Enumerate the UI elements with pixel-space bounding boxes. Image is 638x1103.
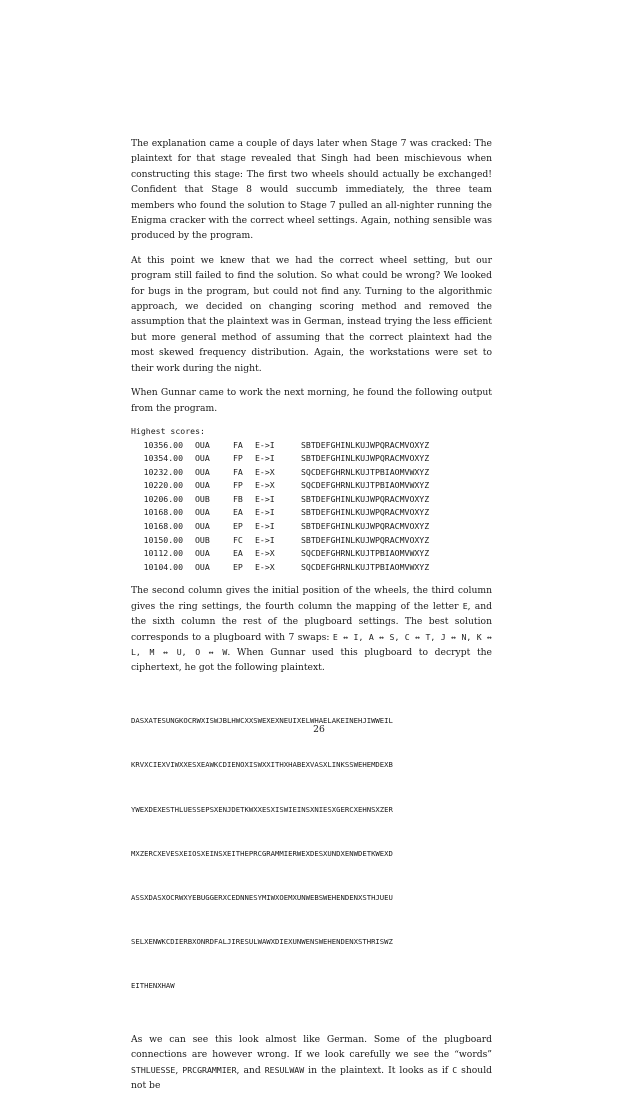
wheel-position: OUA <box>195 548 210 559</box>
paragraph-final <box>131 1032 492 1094</box>
plaintext-block <box>131 685 492 1023</box>
score-row <box>131 479 492 493</box>
plugboard-setting: SBTDEFGHINLKUJWPQRACMVOXYZ <box>301 534 430 545</box>
wheel-position: OUB <box>195 534 210 545</box>
ring-setting: EA <box>233 507 243 518</box>
wheel-position: OUA <box>195 521 210 532</box>
ring-setting: FC <box>233 534 243 545</box>
plugboard-setting: SBTDEFGHINLKUJWPQRACMVOXYZ <box>301 439 430 450</box>
letter-e: E <box>462 600 468 611</box>
scores-table <box>131 439 492 575</box>
score-value: 10356.00 <box>143 439 183 450</box>
page-body <box>131 136 492 1103</box>
word-sthluesse: STHLUESSE <box>131 1064 176 1075</box>
letter-mapping: E->I <box>255 439 275 450</box>
plugboard-setting: SBTDEFGHINLKUJWPQRACMVOXYZ <box>301 507 430 518</box>
letter-mapping: E->X <box>255 548 275 559</box>
wheel-position: OUB <box>195 493 210 504</box>
plaintext-line: MXZERCXEVESXEIOSXEINSXEITHEPRCGRAMMIERWEXDESXUNDXENWDETKWEXD <box>131 848 393 858</box>
ring-setting: FP <box>233 453 243 464</box>
plugboard-setting: SQCDEFGHRNLKUJTPBIAOMVWXYZ <box>301 561 430 572</box>
paragraph-explanation <box>131 583 492 675</box>
wheel-position: OUA <box>195 480 210 491</box>
plugboard-swaps: E ↔ I, A ↔ S, C ↔ T, J ↔ N, K ↔ L, M ↔ U, O ↔ W <box>131 631 492 658</box>
letter-mapping: E->X <box>255 480 275 491</box>
wheel-position: OUA <box>195 439 210 450</box>
explanation-text-2: , and the sixth column the rest of the plugboard settings. The best solution corresponds to a plugboard with 7 swaps: <box>131 600 492 643</box>
plugboard-setting: SBTDEFGHINLKUJWPQRACMVOXYZ <box>301 453 430 464</box>
scores-output <box>131 425 492 575</box>
ring-setting: EP <box>233 561 243 572</box>
score-row <box>131 493 492 507</box>
score-row <box>131 439 492 453</box>
letter-mapping: E->I <box>255 453 275 464</box>
paragraph-2: At this point we knew that we had the correct wheel setting, but our program still failed to find the solution. So what could be wrong? We looked for bugs in the program, but could not find any. Turning to the algorithmic approach, we decided on changing scoring method and removed the assumption that the plaintext was in German, instead trying the less efficient but more general method of assuming that the correct plaintext had the most skewed frequency distribution. Again, the workstations were set to their work during the night. <box>131 254 492 374</box>
score-value: 10232.00 <box>143 466 183 477</box>
ring-setting: FB <box>233 493 243 504</box>
score-row <box>131 534 492 548</box>
plugboard-setting: SQCDEFGHRNLKUJTPBIAOMVWXYZ <box>301 480 430 491</box>
score-value: 10168.00 <box>143 521 183 532</box>
score-row <box>131 506 492 520</box>
score-value: 10112.00 <box>143 548 183 559</box>
score-row <box>131 520 492 534</box>
plaintext-line: KRVXCIEXVIWXXESXEAWKCDIENOXISWXXITHXHABEXVASXLINKSSWEHEMDEXB <box>131 760 393 770</box>
score-row <box>131 547 492 561</box>
ring-setting: EP <box>233 521 243 532</box>
letter-mapping: E->I <box>255 507 275 518</box>
explanation-text-3: . When Gunnar used this plugboard to decrypt the ciphertext, he got the following plaintext. <box>131 647 492 674</box>
plaintext-line: SELXENWKCDIERBXONRDFALJIRESULWAWXDIEXUNWENSWEHENDENXSTHRISWZ <box>131 936 393 946</box>
word-resulwaw: RESULWAW <box>264 1064 305 1075</box>
plugboard-setting: SQCDEFGHRNLKUJTPBIAOMVWXYZ <box>301 466 430 477</box>
scores-heading: Highest scores: <box>131 425 205 436</box>
wheel-position: OUA <box>195 561 210 572</box>
final-text-5: should not be <box>131 1064 493 1092</box>
letter-c: C <box>452 1064 458 1075</box>
paragraph-3: When Gunnar came to work the next morning, he found the following output from the program. <box>131 387 492 414</box>
plaintext-line: EITHENXHAW <box>131 980 175 990</box>
score-value: 10220.00 <box>143 480 183 491</box>
score-value: 10206.00 <box>143 493 183 504</box>
word-prcgrammier: PRCGRAMMIER <box>182 1064 237 1075</box>
score-row <box>131 452 492 466</box>
ring-setting: FP <box>233 480 243 491</box>
plugboard-setting: SBTDEFGHINLKUJWPQRACMVOXYZ <box>301 493 430 504</box>
final-text-4: in the plaintext. It looks as if <box>304 1064 453 1076</box>
paragraph-1: The explanation came a couple of days later when Stage 7 was cracked: The plaintext for that stage revealed that Singh had been mischievous when constructing this stage: The first two wheels should actually be exchanged! Confident that Stage 8 would succumb immediately, the three team members who found the solution to Stage 7 pulled an all-nighter running the Enigma cracker with the correct wheel settings. Again, nothing sensible was produced by the program. <box>131 138 492 242</box>
score-row <box>131 466 492 480</box>
page-number: 26 <box>313 724 325 735</box>
ring-setting: FA <box>233 439 243 450</box>
score-value: 10354.00 <box>143 453 183 464</box>
final-text-3: , and <box>236 1064 265 1076</box>
letter-mapping: E->X <box>255 466 275 477</box>
plugboard-setting: SQCDEFGHRNLKUJTPBIAOMVWXYZ <box>301 548 430 559</box>
score-value: 10104.00 <box>143 561 183 572</box>
wheel-position: OUA <box>195 466 210 477</box>
plaintext-line: DASXATESUNGKOCRWXISWJBLHWCXXSWEXEXNEUIXELWHAELAKEINEHJIWWEIL <box>131 716 393 726</box>
plaintext-line: YWEXDEXESTHLUESSEPSXENJDETKWXXESXISWIEINSXNIESXGERCXEHNSXZER <box>131 804 393 814</box>
plugboard-setting: SBTDEFGHINLKUJWPQRACMVOXYZ <box>301 521 430 532</box>
ring-setting: EA <box>233 548 243 559</box>
final-text-1: As we can see this look almost like German. Some of the plugboard connections are however wrong. If we look carefully we see the “words” <box>131 1034 492 1061</box>
letter-mapping: E->I <box>255 521 275 532</box>
score-value: 10168.00 <box>143 507 183 518</box>
letter-mapping: E->I <box>255 534 275 545</box>
letter-mapping: E->X <box>255 561 275 572</box>
score-value: 10150.00 <box>143 534 183 545</box>
plaintext-line: ASSXDASXOCRWXYEBUGGERXCEDNNESYMIWXOEMXUNWEBSWEHENDENXSTHJUEU <box>131 892 393 902</box>
wheel-position: OUA <box>195 453 210 464</box>
ring-setting: FA <box>233 466 243 477</box>
explanation-text-1: The second column gives the initial position of the wheels, the third column gives the ring settings, the fourth column the mapping of the letter <box>131 585 492 612</box>
score-row <box>131 561 492 575</box>
final-text-2: , <box>175 1064 183 1076</box>
letter-mapping: E->I <box>255 493 275 504</box>
wheel-position: OUA <box>195 507 210 518</box>
